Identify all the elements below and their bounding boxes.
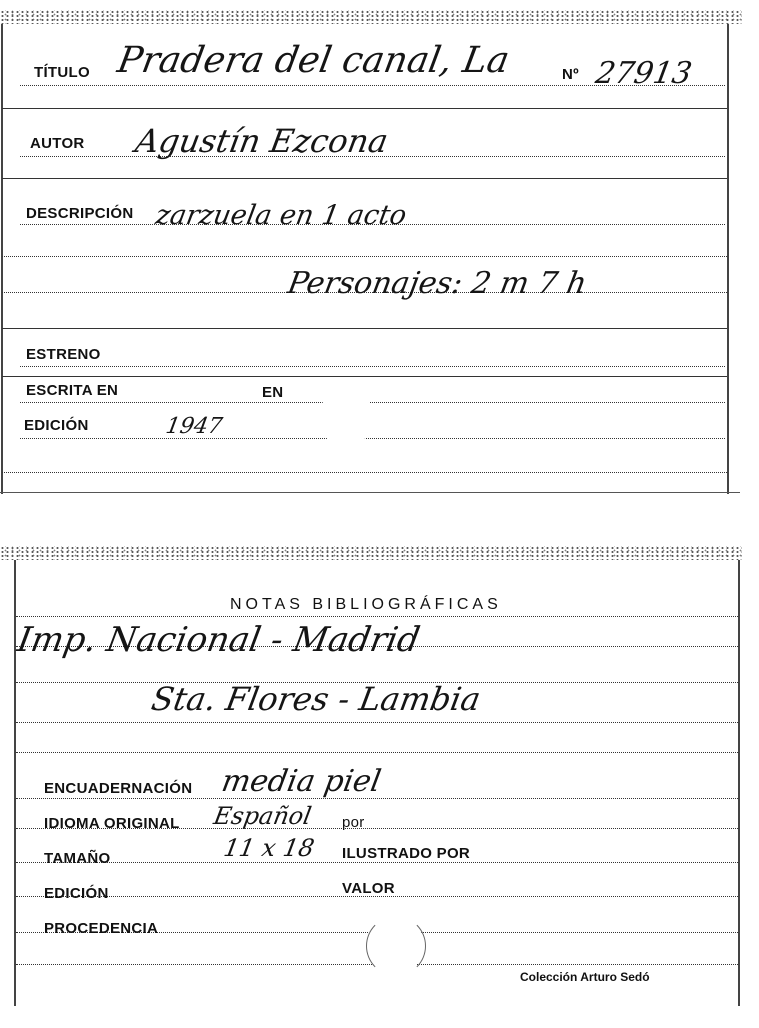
speckled-edge [0, 546, 742, 560]
ruled-line [2, 178, 727, 179]
ilustrado-por-label: ILUSTRADO POR [342, 845, 471, 862]
notas-heading: NOTAS BIBLIOGRÁFICAS [230, 596, 502, 613]
ruled-line [2, 472, 727, 473]
card-right-border [738, 560, 740, 1006]
ruled-line [16, 862, 738, 863]
numero-label: Nº [562, 66, 579, 83]
idioma-original-label: IDIOMA ORIGINAL [44, 815, 180, 832]
titulo-handwritten: Pradera del canal, La [114, 40, 513, 81]
ruled-line [2, 376, 727, 377]
autor-handwritten: Agustín Ezcona [132, 122, 391, 160]
titulo-label: TÍTULO [34, 64, 90, 81]
ruled-line [20, 438, 725, 439]
ruled-line [20, 366, 725, 367]
encuadernacion-handwritten: media piel [218, 764, 384, 799]
tamano-label: TAMAÑO [44, 850, 111, 867]
autor-label: AUTOR [30, 135, 85, 152]
estreno-label: ESTRENO [26, 346, 101, 363]
speckled-edge [0, 10, 742, 24]
note-line-2: Sta. Flores - Lambia [148, 680, 484, 718]
punch-hole [318, 390, 374, 446]
ruled-line [2, 256, 727, 257]
personajes-handwritten: Personajes: 2 m 7 h [284, 266, 590, 301]
procedencia-label: PROCEDENCIA [44, 920, 159, 937]
escrita-en-label: ESCRITA EN [26, 382, 119, 399]
card-separator [0, 492, 740, 493]
tamano-handwritten: 11 x 18 [221, 834, 317, 862]
edicion-label: EDICIÓN [24, 417, 89, 434]
por-label: por [342, 814, 365, 831]
ruled-line [2, 328, 727, 329]
note-line-1: Imp. Nacional - Madrid [14, 620, 423, 660]
ruled-line [20, 402, 725, 403]
catalog-card-top [0, 10, 742, 492]
idioma-handwritten: Español [211, 802, 314, 830]
catalog-card-bottom [0, 546, 742, 1008]
punch-hole-outline [366, 916, 426, 976]
en-label: EN [262, 384, 284, 401]
descripcion-label: DESCRIPCIÓN [26, 205, 134, 222]
valor-label: VALOR [342, 880, 395, 897]
card-left-border [1, 24, 3, 494]
edicion-handwritten: 1947 [163, 414, 225, 439]
ruled-line [16, 616, 738, 617]
collection-credit: Colección Arturo Sedó [520, 970, 650, 984]
card-left-border [14, 560, 16, 1006]
encuadernacion-label: ENCUADERNACIÓN [44, 780, 193, 797]
ruled-line [2, 108, 727, 109]
edicion-label: EDICIÓN [44, 885, 109, 902]
numero-handwritten: 27913 [592, 56, 695, 91]
descripcion-handwritten: zarzuela en 1 acto [153, 200, 409, 231]
ruled-line [16, 722, 738, 723]
ruled-line [16, 752, 738, 753]
card-right-border [727, 24, 729, 494]
